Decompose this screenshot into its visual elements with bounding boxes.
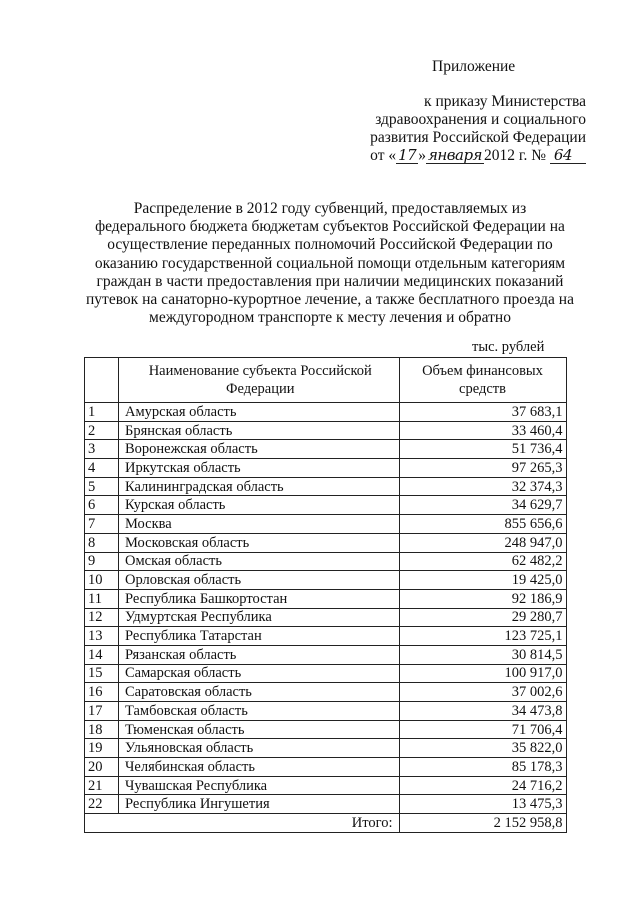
order-line-3: развития Российской Федерации	[370, 129, 586, 146]
order-line-1: к приказу Министерства	[424, 93, 586, 110]
table-header-row	[85, 358, 567, 403]
region-amount: 34 473,8	[399, 702, 566, 721]
row-number: 15	[85, 664, 119, 683]
region-amount: 123 725,1	[399, 627, 566, 646]
table-row	[85, 477, 567, 496]
region-amount: 85 178,3	[399, 758, 566, 777]
table-row	[85, 552, 567, 571]
region-name: Республика Татарстан	[119, 627, 400, 646]
total-label: Итого:	[119, 814, 400, 833]
region-amount: 30 814,5	[399, 645, 566, 664]
table-row	[85, 627, 567, 646]
row-number: 7	[85, 515, 119, 534]
table-row	[85, 533, 567, 552]
region-name: Тюменская область	[119, 720, 400, 739]
title-line: Распределение в 2012 году субвенций, предоставляемых из	[133, 200, 527, 217]
region-name: Республика Башкортостан	[119, 589, 400, 608]
title-line: путевок на санаторно-курортное лечение, а также бесплатного проезда на	[86, 291, 574, 309]
header-num-cell	[85, 358, 119, 403]
region-name: Москва	[119, 515, 400, 534]
table-row	[85, 776, 567, 795]
row-number: 19	[85, 739, 119, 758]
region-amount: 24 716,2	[399, 776, 566, 795]
header-amount-line-2: средств	[459, 381, 506, 397]
total-row	[85, 814, 567, 833]
region-amount: 13 475,3	[399, 795, 566, 814]
header-name-line-1: Наименование субъекта Российской	[148, 363, 372, 379]
row-number: 4	[85, 459, 119, 478]
title-line: оказанию государственной социальной помощи отдельным категориям	[94, 254, 566, 272]
region-amount: 62 482,2	[399, 552, 566, 571]
row-number: 8	[85, 533, 119, 552]
region-name: Самарская область	[119, 664, 400, 683]
table-row	[85, 645, 567, 664]
table-row	[85, 571, 567, 590]
table-row	[85, 720, 567, 739]
region-amount: 855 656,6	[399, 515, 566, 534]
table-row	[85, 459, 567, 478]
table-row	[85, 440, 567, 459]
region-name: Рязанская область	[119, 645, 400, 664]
date-month: января	[427, 146, 482, 164]
row-number: 6	[85, 496, 119, 515]
region-name: Ульяновская область	[119, 739, 400, 758]
table-row	[85, 589, 567, 608]
date-year: 2012 г. №	[484, 147, 547, 164]
row-number: 21	[85, 776, 119, 795]
region-name: Орловская область	[119, 571, 400, 590]
document-title	[80, 200, 580, 327]
region-name: Саратовская область	[119, 683, 400, 702]
row-number: 9	[85, 552, 119, 571]
date-mid: »	[418, 147, 426, 164]
row-number: 16	[85, 683, 119, 702]
table-row	[85, 664, 567, 683]
table-row	[85, 683, 567, 702]
title-line: осуществление переданных полномочий Российской Федерации по	[107, 236, 553, 254]
region-name: Курская область	[119, 496, 400, 515]
table-row	[85, 739, 567, 758]
region-name: Республика Ингушетия	[119, 795, 400, 814]
region-amount: 51 736,4	[399, 440, 566, 459]
row-number: 11	[85, 589, 119, 608]
table-body	[85, 403, 567, 814]
region-name: Московская область	[119, 533, 400, 552]
header-name-line-2: Федерации	[226, 381, 295, 397]
region-name: Тамбовская область	[119, 702, 400, 721]
table-row	[85, 795, 567, 814]
region-amount: 92 186,9	[399, 589, 566, 608]
region-name: Челябинская область	[119, 758, 400, 777]
header-amount-cell	[399, 358, 566, 403]
units-label: тыс. рублей	[472, 339, 545, 355]
row-number: 22	[85, 795, 119, 814]
region-amount: 71 706,4	[399, 720, 566, 739]
row-number: 13	[85, 627, 119, 646]
row-number: 18	[85, 720, 119, 739]
row-number: 1	[85, 403, 119, 422]
table-row	[85, 421, 567, 440]
header-amount-line-1: Объем финансовых	[422, 363, 543, 379]
region-name: Брянская область	[119, 421, 400, 440]
region-name: Чувашская Республика	[119, 776, 400, 795]
title-line: федерального бюджета бюджетам субъектов Российской Федерации на	[95, 218, 565, 236]
region-amount: 37 683,1	[399, 403, 566, 422]
region-amount: 29 280,7	[399, 608, 566, 627]
row-number: 5	[85, 477, 119, 496]
region-amount: 35 822,0	[399, 739, 566, 758]
region-name: Удмуртская Республика	[119, 608, 400, 627]
order-line-2: здравоохранения и социального	[375, 111, 586, 128]
order-reference	[346, 93, 586, 165]
table-row	[85, 702, 567, 721]
table-row	[85, 496, 567, 515]
table-row	[85, 608, 567, 627]
row-number: 17	[85, 702, 119, 721]
order-date-line	[346, 147, 586, 165]
region-amount: 32 374,3	[399, 477, 566, 496]
row-number: 20	[85, 758, 119, 777]
row-number: 2	[85, 421, 119, 440]
total-blank-cell	[85, 814, 119, 833]
date-day: 17	[398, 146, 417, 164]
region-name: Воронежская область	[119, 440, 400, 459]
row-number: 3	[85, 440, 119, 459]
row-number: 14	[85, 645, 119, 664]
region-amount: 33 460,4	[399, 421, 566, 440]
region-amount: 100 917,0	[399, 664, 566, 683]
order-number: 64	[550, 148, 586, 164]
table-row	[85, 403, 567, 422]
row-number: 10	[85, 571, 119, 590]
table-row	[85, 758, 567, 777]
header-name-cell	[119, 358, 400, 403]
title-line: междугородном транспорте к месту лечения и обратно	[149, 309, 511, 327]
region-amount: 248 947,0	[399, 533, 566, 552]
table-row	[85, 515, 567, 534]
region-name: Калининградская область	[119, 477, 400, 496]
region-amount: 34 629,7	[399, 496, 566, 515]
region-amount: 37 002,6	[399, 683, 566, 702]
region-amount: 19 425,0	[399, 571, 566, 590]
region-name: Омская область	[119, 552, 400, 571]
subsidy-table	[84, 357, 567, 833]
row-number: 12	[85, 608, 119, 627]
appendix-label: Приложение	[432, 58, 516, 75]
region-amount: 97 265,3	[399, 459, 566, 478]
total-amount: 2 152 958,8	[399, 814, 566, 833]
title-line: граждан в части предоставления при наличии медицинских показаний	[96, 272, 564, 290]
region-name: Иркутская область	[119, 459, 400, 478]
region-name: Амурская область	[119, 403, 400, 422]
date-prefix: от «	[370, 147, 397, 164]
